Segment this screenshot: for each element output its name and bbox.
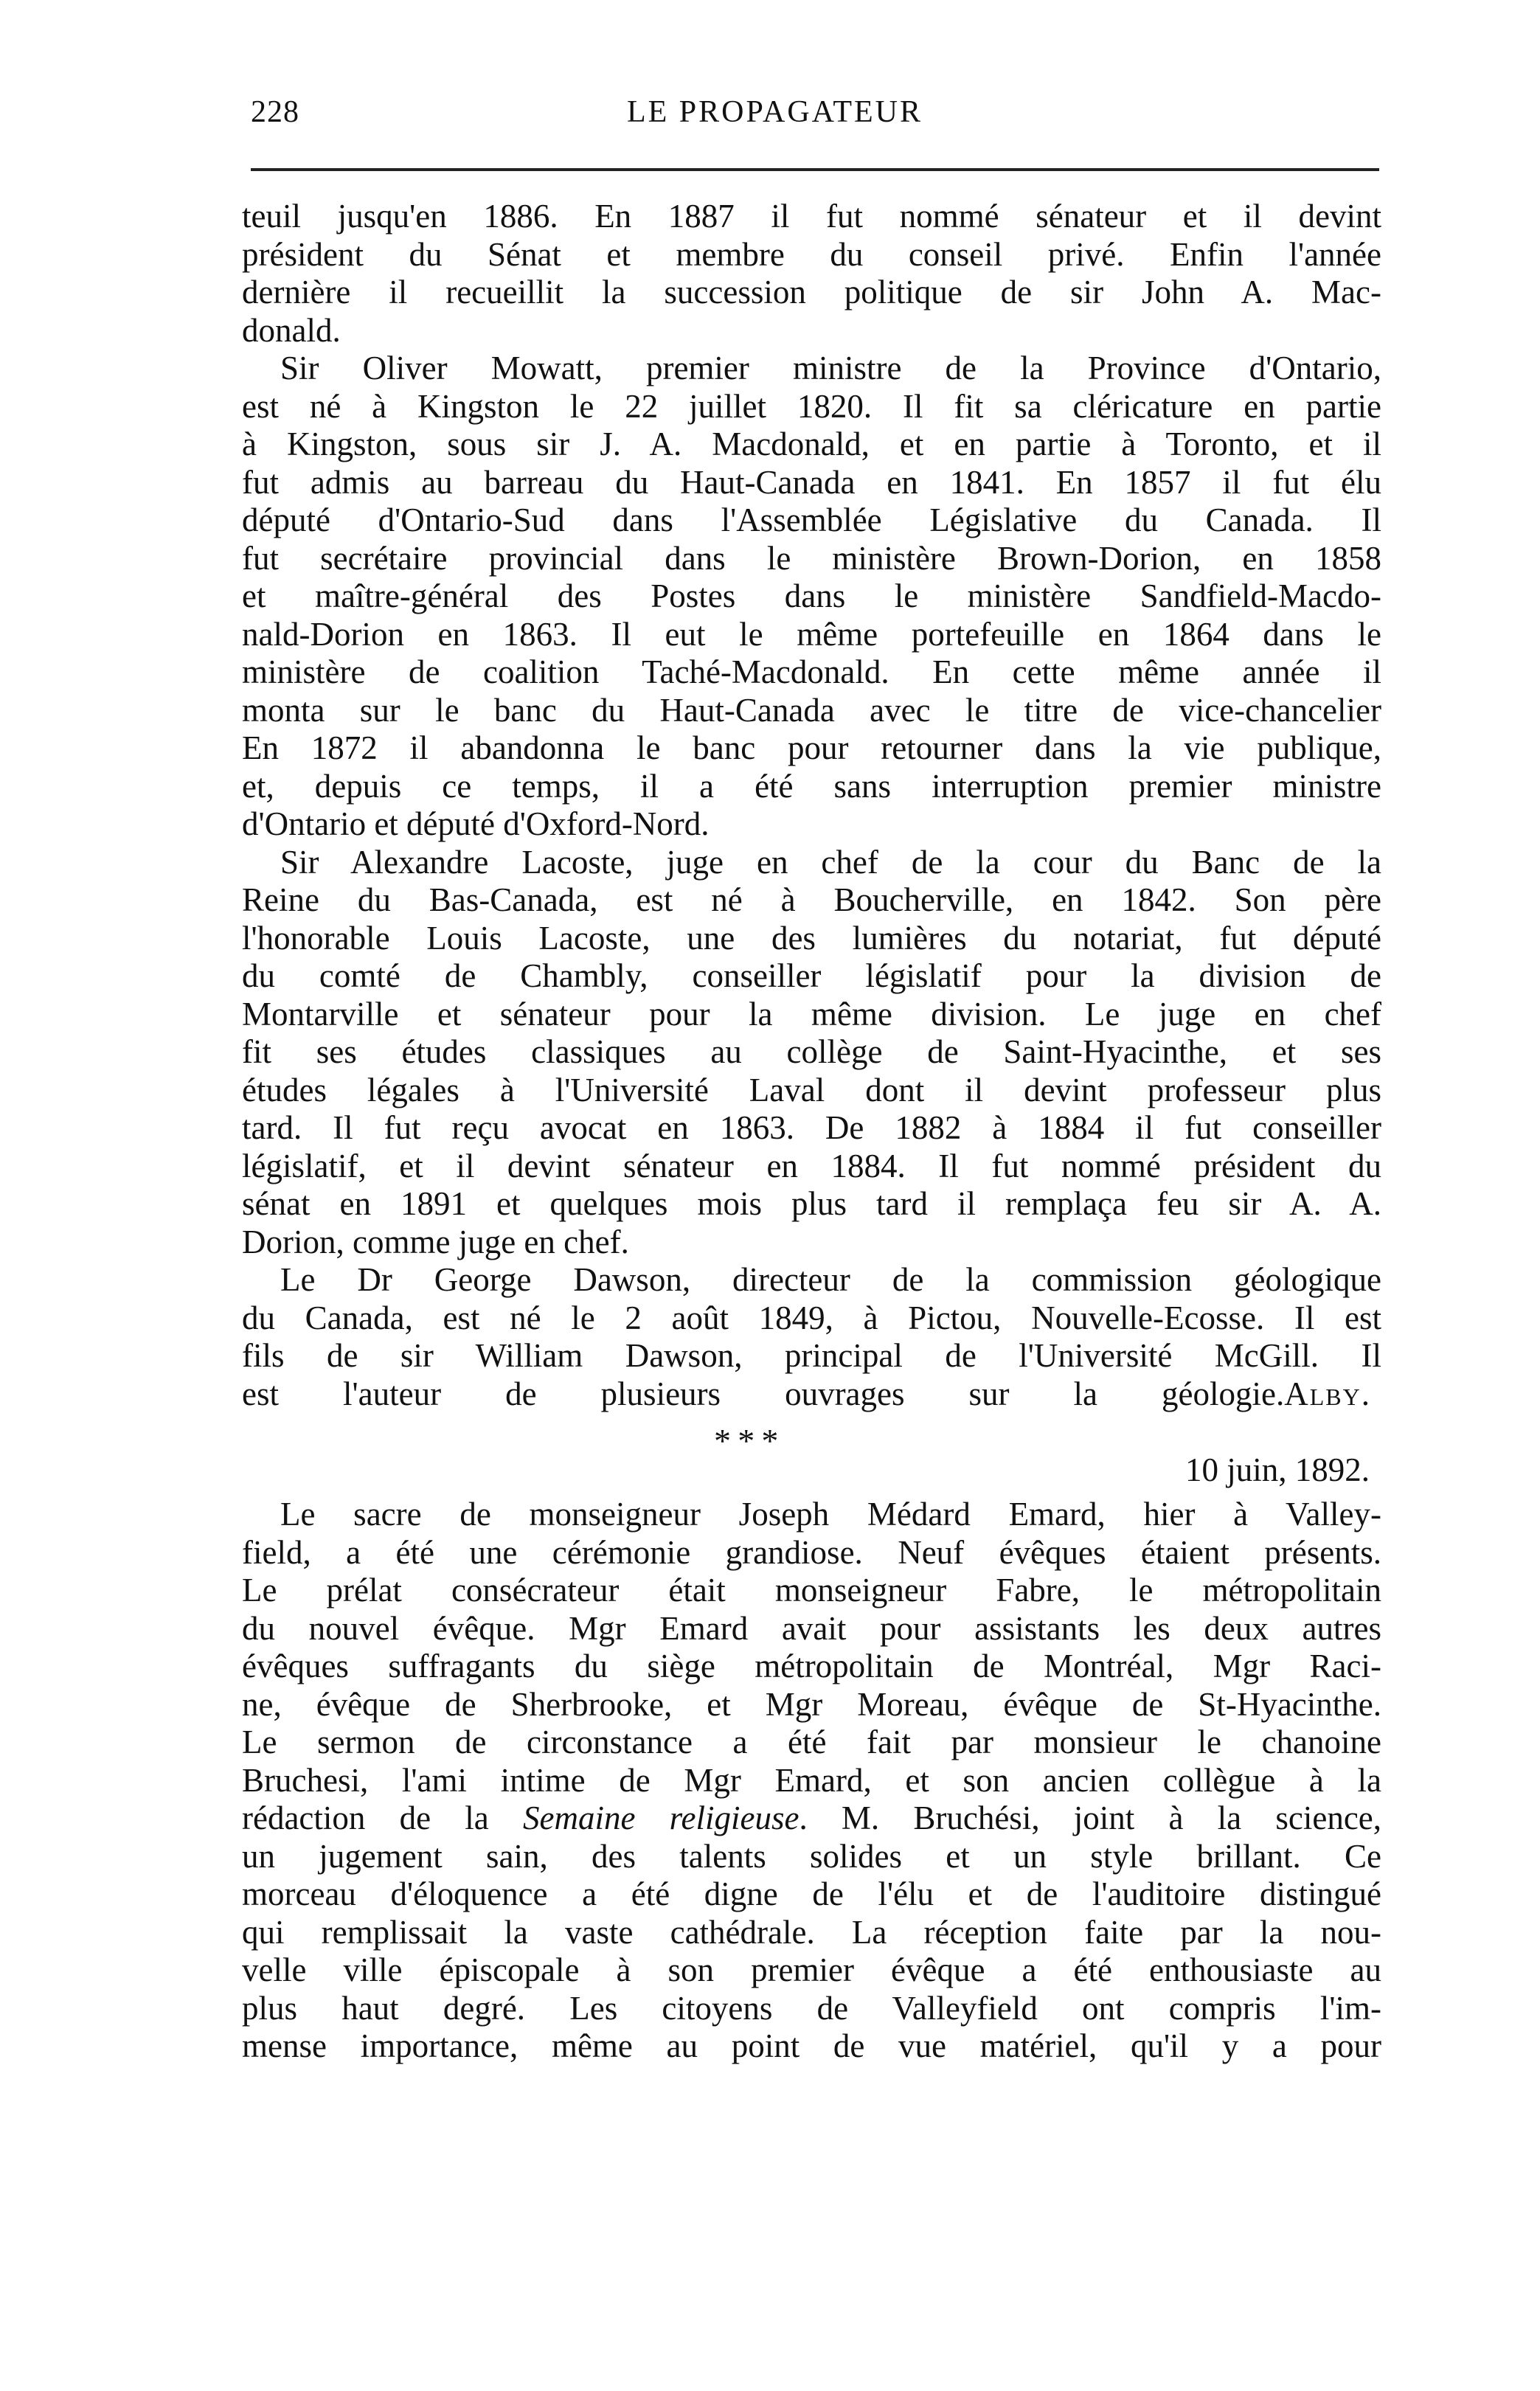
text-line: du nouvel évêque. Mgr Emard avait pour assistants les deux autres <box>242 1609 1381 1647</box>
text-line: ne, évêque de Sherbrooke, et Mgr Moreau, évêque de St-Hyacinthe. <box>242 1685 1381 1723</box>
asterism: * * * <box>714 1422 779 1460</box>
text-line: Reine du Bas-Canada, est né à Boucherville, en 1842. Son père <box>242 881 1381 918</box>
author-signature: Alby. <box>1284 1375 1371 1412</box>
text-line: nald-Dorion en 1863. Il eut le même portefeuille en 1864 dans le <box>242 615 1381 653</box>
paragraph-start-lacoste: Sir Alexandre Lacoste, juge en chef de la cour du Banc de la <box>280 843 1381 881</box>
text-line: En 1872 il abandonna le banc pour retourner dans la vie publique, <box>242 729 1381 766</box>
text-line: plus haut degré. Les citoyens de Valleyfield ont compris l'im- <box>242 1989 1381 2027</box>
text-line: fit ses études classiques au collège de Saint-Hyacinthe, et ses <box>242 1033 1381 1070</box>
running-header <box>251 94 1379 139</box>
text-line: député d'Ontario-Sud dans l'Assemblée Législative du Canada. Il <box>242 502 1381 538</box>
text-fragment: . M. Bruchési, joint à la science, <box>799 1800 1382 1836</box>
text-line: Le prélat consécrateur était monseigneur Fabre, le métropolitain <box>242 1572 1381 1609</box>
page-number: 228 <box>251 95 299 129</box>
text-line-with-signature <box>242 1375 1381 1414</box>
paragraph-start-sacre: Le sacre de monseigneur Joseph Médard Emard, hier à Valley- <box>280 1496 1381 1533</box>
text-line: dernière il recueillit la succession politique de sir John A. Mac- <box>242 274 1381 310</box>
text-line: et, depuis ce temps, il a été sans interruption premier ministre <box>242 767 1381 805</box>
text-line: législatif, et il devint sénateur en 1884. Il fut nommé président du <box>242 1147 1381 1184</box>
text-line: évêques suffragants du siège métropolitain de Montréal, Mgr Raci- <box>242 1648 1381 1684</box>
text-line: d'Ontario et député d'Oxford-Nord. <box>242 805 710 842</box>
text-line: Bruchesi, l'ami intime de Mgr Emard, et son ancien collègue à la <box>242 1761 1381 1799</box>
text-line: Dorion, comme juge en chef. <box>242 1223 629 1260</box>
text-line: donald. <box>242 311 341 349</box>
text-line: Le sermon de circonstance a été fait par monsieur le chanoine <box>242 1724 1381 1760</box>
text-line-italic-title <box>242 1800 1381 1838</box>
text-line: du comté de Chambly, conseiller législatif pour la division de <box>242 957 1381 994</box>
text-line: morceau d'éloquence a été digne de l'élu et de l'auditoire distingué <box>242 1875 1381 1912</box>
text-line: fils de sir William Dawson, principal de l'Université McGill. Il <box>242 1337 1381 1374</box>
text-line: fut secrétaire provincial dans le ministère Brown-Dorion, en 1858 <box>242 539 1381 577</box>
paragraph-start-mowatt: Sir Oliver Mowatt, premier ministre de la Province d'Ontario, <box>280 350 1381 386</box>
paragraph-start-dawson: Le Dr George Dawson, directeur de la commission géologique <box>280 1261 1381 1298</box>
text-fragment: rédaction de la <box>242 1800 489 1836</box>
text-line: Montarville et sénateur pour la même division. Le juge en chef <box>242 995 1381 1033</box>
text-line: sénat en 1891 et quelques mois plus tard il remplaça feu sir A. A. <box>242 1185 1381 1222</box>
section-separator <box>242 1413 1381 1496</box>
text-line: est né à Kingston le 22 juillet 1820. Il fit sa cléricature en partie <box>242 387 1381 425</box>
text-line: un jugement sain, des talents solides et un style brillant. Ce <box>242 1837 1381 1875</box>
text-line: mense importance, même au point de vue matériel, qu'il y a pour <box>242 2027 1381 2064</box>
text-line: tard. Il fut reçu avocat en 1863. De 1882 à 1884 il fut conseiller <box>242 1109 1381 1146</box>
text-line: ministère de coalition Taché-Macdonald. En cette même année il <box>242 653 1381 690</box>
text-line: monta sur le banc du Haut-Canada avec le titre de vice-chancelier <box>242 691 1381 729</box>
text-line: président du Sénat et membre du conseil privé. Enfin l'année <box>242 235 1381 273</box>
running-title: LE PROPAGATEUR <box>627 95 923 129</box>
text-line: études légales à l'Université Laval dont il devint professeur plus <box>242 1071 1381 1108</box>
text-line: fut admis au barreau du Haut-Canada en 1841. En 1857 il fut élu <box>242 463 1381 501</box>
text-line: et maître-général des Postes dans le ministère Sandfield-Macdo- <box>242 577 1381 614</box>
text-line: qui remplissait la vaste cathédrale. La réception faite par la nou- <box>242 1913 1381 1951</box>
publication-title: Semaine religieuse <box>523 1800 800 1836</box>
dateline: 10 juin, 1892. <box>1185 1451 1370 1488</box>
text-line: du Canada, est né le 2 août 1849, à Pictou, Nouvelle-Ecosse. Il est <box>242 1299 1381 1336</box>
text-line: à Kingston, sous sir J. A. Macdonald, et en partie à Toronto, et il <box>242 426 1381 462</box>
article-biographies <box>242 198 1381 2066</box>
text-fragment: est l'auteur de plusieurs ouvrages sur la géologie. <box>242 1375 1285 1412</box>
text-line: field, a été une cérémonie grandiose. Neuf évêques étaient présents. <box>242 1533 1381 1571</box>
header-rule <box>251 168 1379 171</box>
text-line: velle ville épiscopale à son premier évêque a été enthousiaste au <box>242 1951 1381 1988</box>
text-line: teuil jusqu'en 1886. En 1887 il fut nommé sénateur et il devint <box>242 198 1381 235</box>
text-line: l'honorable Louis Lacoste, une des lumières du notariat, fut député <box>242 919 1381 957</box>
